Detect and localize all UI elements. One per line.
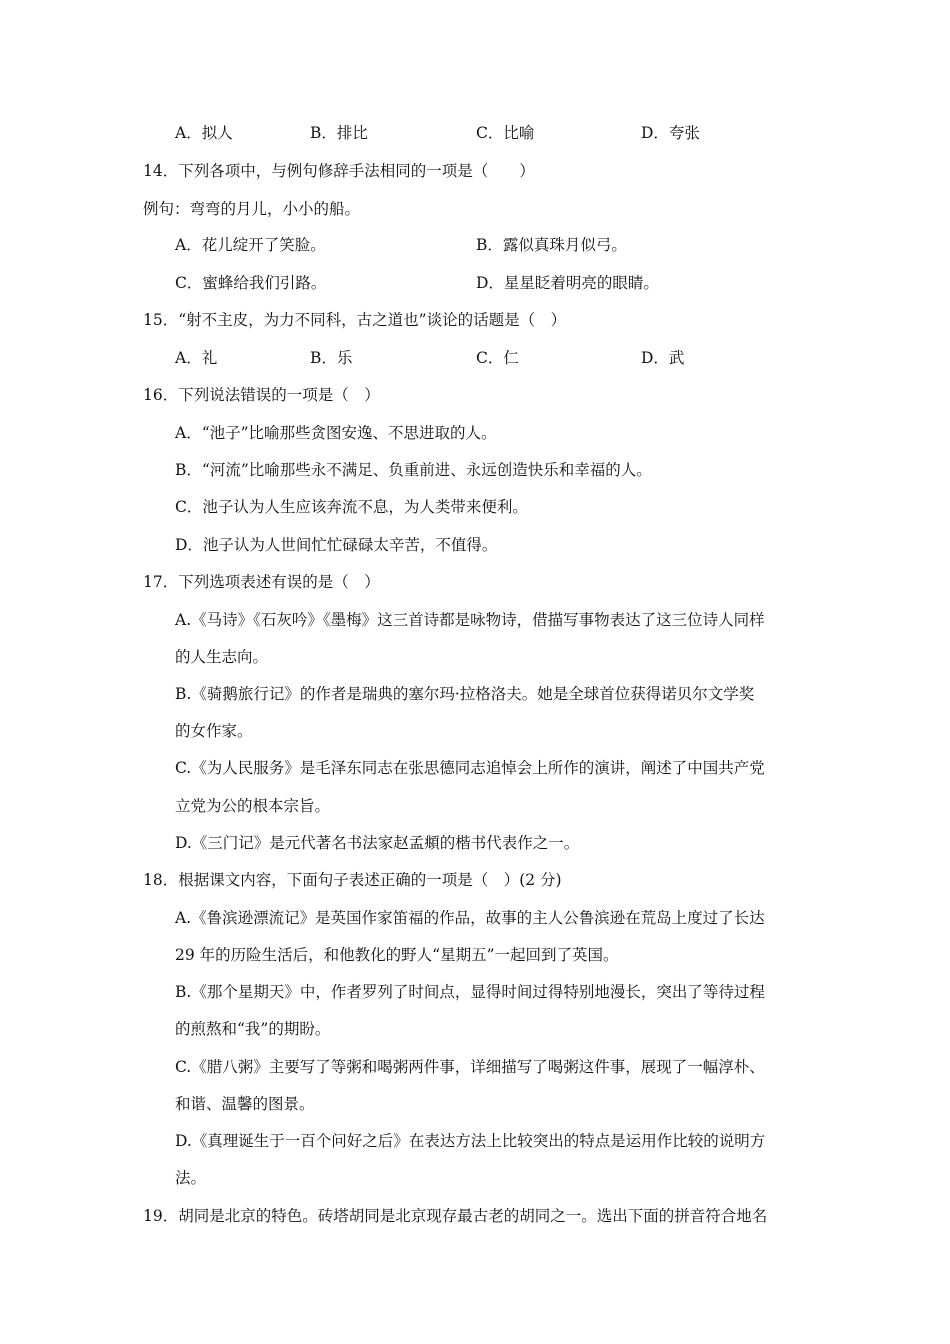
q17-line-3: B.《骑鹅旅行记》的作者是瑞典的塞尔玛·拉格洛夫。她是全球首位获得诺贝尔文学奖 [175, 685, 755, 703]
q17-line-6: 立党为公的根本宗旨。 [175, 797, 331, 815]
q16-option-b: B．“河流”比喻那些永不满足、负重前进、永远创造快乐和幸福的人。 [175, 461, 652, 479]
q14-option-a: A．花儿绽开了笑脸。 [175, 236, 326, 254]
q18-line-2: 29 年的历险生活后，和他教化的野人“星期五”一起回到了英国。 [175, 946, 619, 964]
q17-line-1: A.《马诗》《石灰吟》《墨梅》这三首诗都是咏物诗，借描写事物表达了这三位诗人同样 [175, 611, 765, 629]
q14-option-d: D．星星眨着明亮的眼睛。 [476, 274, 659, 292]
q17-line-7: D.《三门记》是元代著名书法家赵孟頫的楷书代表作之一。 [175, 834, 580, 852]
q17-line-4: 的女作家。 [175, 722, 253, 740]
q16-option-c: C．池子认为人生应该奔流不息，为人类带来便利。 [175, 498, 528, 516]
q15-option-a: A．礼 [175, 349, 218, 367]
q17-line-5: C.《为人民服务》是毛泽东同志在张思德同志追悼会上所作的演讲，阐述了中国共产党 [175, 759, 765, 777]
q15-stem: 15．“射不主皮，为力不同科，古之道也”谈论的话题是（ ） [143, 311, 567, 329]
q13-option-d: D．夸张 [641, 124, 700, 142]
q15-option-b: B．乐 [310, 349, 353, 367]
q18-line-3: B.《那个星期天》中，作者罗列了时间点，显得时间过得特别地漫长，突出了等待过程 [175, 983, 765, 1001]
q18-line-7: D.《真理诞生于一百个问好之后》在表达方法上比较突出的特点是运用作比较的说明方 [175, 1132, 766, 1150]
q18-line-8: 法。 [175, 1169, 207, 1187]
q14-option-c: C．蜜蜂给我们引路。 [175, 274, 327, 292]
q13-option-a: A．拟人 [175, 124, 233, 142]
q18-line-4: 的煎熬和“我”的期盼。 [175, 1020, 331, 1038]
q16-option-a: A．“池子”比喻那些贪图安逸、不思进取的人。 [175, 424, 497, 442]
q17-stem: 17．下列选项表述有误的是（ ） [143, 573, 380, 591]
q16-stem: 16．下列说法错误的一项是（ ） [143, 386, 380, 404]
q14-option-b: B．露似真珠月似弓。 [476, 236, 627, 254]
q13-option-b: B．排比 [310, 124, 368, 142]
q15-option-c: C．仁 [476, 349, 519, 367]
q16-option-d: D．池子认为人世间忙忙碌碌太辛苦，不值得。 [175, 536, 498, 554]
q13-option-c: C．比喻 [476, 124, 535, 142]
q18-line-5: C.《腊八粥》主要写了等粥和喝粥两件事，详细描写了喝粥这件事，展现了一幅淳朴、 [175, 1058, 765, 1076]
q17-line-2: 的人生志向。 [175, 648, 269, 666]
q18-line-6: 和谐、温馨的图景。 [175, 1095, 315, 1113]
q14-stem: 14．下列各项中，与例句修辞手法相同的一项是（ ） [143, 162, 535, 180]
q15-option-d: D．武 [641, 349, 685, 367]
q19-stem: 19．胡同是北京的特色。砖塔胡同是北京现存最古老的胡同之一。选出下面的拼音符合地名 [143, 1207, 768, 1225]
q18-stem: 18．根据课文内容，下面句子表述正确的一项是（ ）(2 分) [143, 871, 562, 889]
q14-example: 例句：弯弯的月儿，小小的船。 [143, 200, 361, 218]
q18-line-1: A.《鲁滨逊漂流记》是英国作家笛福的作品，故事的主人公鲁滨逊在荒岛上度过了长达 [175, 909, 765, 927]
